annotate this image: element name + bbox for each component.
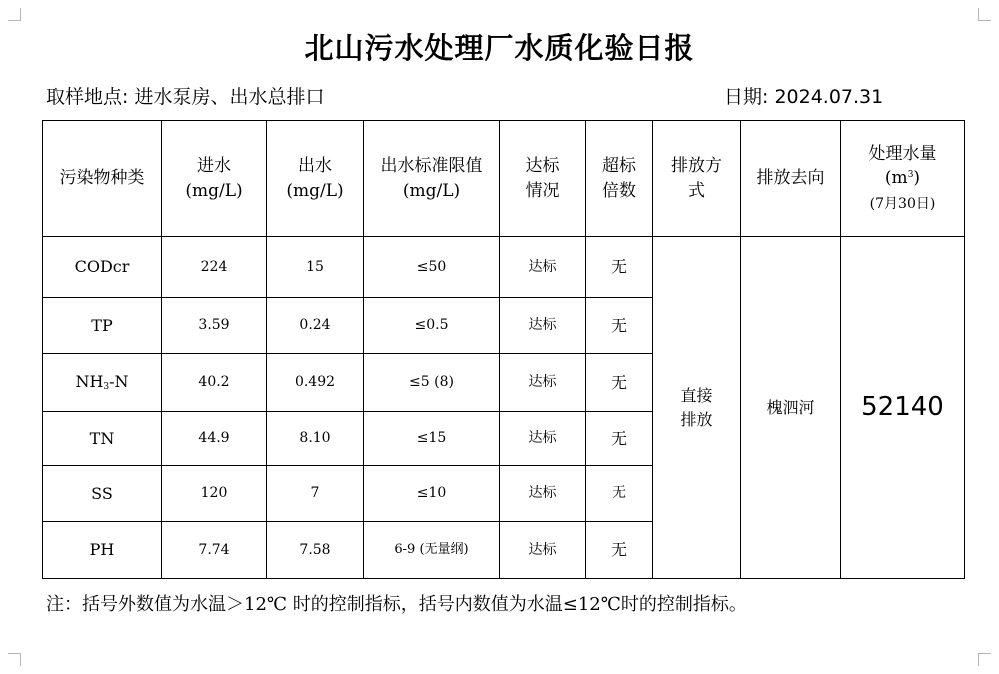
volume-cell: 52140 [841, 237, 965, 579]
page-corner-mark [8, 8, 21, 21]
col-header-discharge-dest: 排放去向 [741, 121, 841, 237]
pollutant-cell: CODcr [43, 237, 162, 298]
page-corner-mark [978, 653, 991, 666]
pollutant-cell: TP [43, 298, 162, 354]
influent-cell: 7.74 [162, 522, 267, 579]
compliance-cell: 达标 [500, 298, 586, 354]
pollutant-cell: PH [43, 522, 162, 579]
col-header-influent: 进水 (mg/L) [162, 121, 267, 237]
influent-cell: 120 [162, 466, 267, 522]
compliance-cell: 达标 [500, 466, 586, 522]
effluent-cell: 8.10 [267, 412, 364, 466]
water-quality-table [42, 120, 965, 579]
pollutant-cell: SS [43, 466, 162, 522]
effluent-cell: 0.24 [267, 298, 364, 354]
limit-cell: 6-9 (无量纲) [364, 522, 500, 579]
effluent-cell: 0.492 [267, 354, 364, 412]
influent-cell: 44.9 [162, 412, 267, 466]
limit-cell: ≤50 [364, 237, 500, 298]
influent-cell: 3.59 [162, 298, 267, 354]
exceed-cell: 无 [586, 466, 653, 522]
exceed-cell: 无 [586, 412, 653, 466]
effluent-cell: 7 [267, 466, 364, 522]
effluent-cell: 7.58 [267, 522, 364, 579]
sampling-location: 取样地点: 进水泵房、出水总排口 [46, 86, 325, 108]
influent-cell: 40.2 [162, 354, 267, 412]
pollutant-cell: $NH_3-N$ [43, 354, 162, 412]
col-header-pollutant: 污染物种类 [43, 121, 162, 237]
footnote: 注：括号外数值为水温＞12℃ 时的控制指标，括号内数值为水温≤12℃时的控制指标。 [46, 594, 747, 615]
header-row [43, 121, 965, 237]
exceed-cell: 无 [586, 354, 653, 412]
limit-cell: ≤5 (8) [364, 354, 500, 412]
pollutant-cell: TN [43, 412, 162, 466]
discharge-mode-cell: 直接 排放 [653, 237, 741, 579]
exceed-cell: 无 [586, 237, 653, 298]
col-header-effluent: 出水 (mg/L) [267, 121, 364, 237]
page-corner-mark [8, 653, 21, 666]
table-row [43, 237, 965, 298]
limit-cell: ≤0.5 [364, 298, 500, 354]
report-date: 日期: 2024.07.31 [724, 86, 884, 108]
page-corner-mark [978, 8, 991, 21]
report-title: 北山污水处理厂水质化验日报 [304, 31, 695, 65]
effluent-cell: 15 [267, 237, 364, 298]
limit-cell: ≤10 [364, 466, 500, 522]
compliance-cell: 达标 [500, 522, 586, 579]
influent-cell: 224 [162, 237, 267, 298]
exceed-cell: 无 [586, 522, 653, 579]
discharge-dest-cell: 槐泗河 [741, 237, 841, 579]
compliance-cell: 达标 [500, 412, 586, 466]
col-header-volume: 处理水量 $(m^3)$ (7月30日) [841, 121, 965, 237]
compliance-cell: 达标 [500, 354, 586, 412]
exceed-cell: 无 [586, 298, 653, 354]
col-header-discharge-mode: 排放方式 [653, 121, 741, 237]
compliance-cell: 达标 [500, 237, 586, 298]
limit-cell: ≤15 [364, 412, 500, 466]
col-header-exceed: 超标倍数 [586, 121, 653, 237]
col-header-compliance: 达标情况 [500, 121, 586, 237]
col-header-limit: 出水标准限值 (mg/L) [364, 121, 500, 237]
